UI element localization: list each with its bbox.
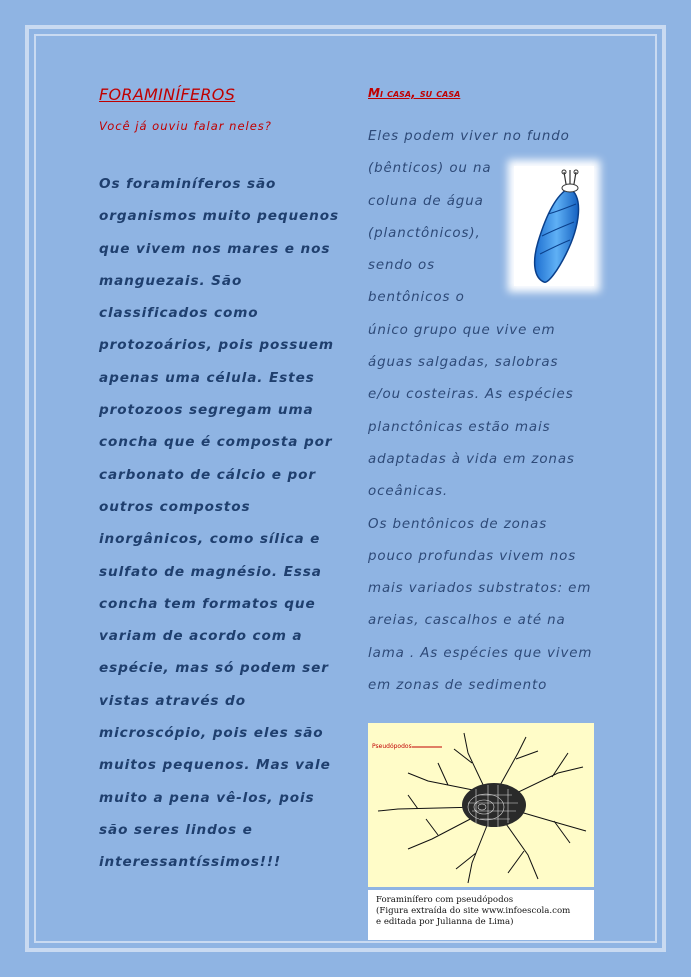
text-line: sulfato de magnésio. Essa <box>99 563 322 580</box>
text-line: espécie, mas só podem ser <box>99 660 329 677</box>
text-line: muito a pena vê-los, pois <box>99 789 315 806</box>
text-line: que vivem nos mares e nos <box>99 240 331 257</box>
article-subtitle: Você já ouviu falar neles? <box>99 119 272 133</box>
article-title: FORAMINÍFEROS <box>99 85 236 104</box>
text-line: oceânicas. <box>368 484 449 500</box>
foraminifera-pseudopods-photo <box>368 723 594 887</box>
text-line: interessantíssimos!!! <box>99 854 282 871</box>
text-line: outros compostos <box>99 498 251 515</box>
figure-caption <box>368 890 594 940</box>
text-line: inorgânicos, como sílica e <box>99 531 321 548</box>
text-line: (Figura extraída do site www.infoescola.com <box>376 906 571 916</box>
text-line: manguezais. São <box>99 272 243 289</box>
pseudopods-label: Pseudópodos <box>372 743 412 750</box>
text-line: vistas através do <box>99 692 246 709</box>
text-line: variam de acordo com a <box>99 628 303 645</box>
text-line: Eles podem viver no fundo <box>368 129 570 144</box>
section-title: Mi casa, su casa <box>368 86 461 100</box>
text-line: muitos pequenos. Mas vale <box>99 757 331 774</box>
article-body-left <box>99 168 339 879</box>
text-line: adaptadas à vida em zonas <box>368 451 575 467</box>
text-line: único grupo que vive em <box>368 322 556 338</box>
text-line: Foraminífero com pseudópodos <box>376 895 514 905</box>
text-line: sendo os <box>368 258 436 274</box>
text-line: concha que é composta por <box>99 434 333 451</box>
text-line: pouco profundas vivem nos <box>368 548 577 564</box>
text-line: Os foraminíferos são <box>99 176 277 192</box>
text-line: microscópio, pois eles são <box>99 725 324 742</box>
text-line: carbonato de cálcio e por <box>99 466 317 483</box>
text-line: águas salgadas, salobras <box>368 355 559 371</box>
text-line: são seres lindos e <box>99 821 253 838</box>
text-line: bentônicos o <box>368 290 465 306</box>
text-line: lama . As espécies que vivem <box>368 645 593 661</box>
text-line: concha tem formatos que <box>99 595 316 612</box>
text-line: e/ou costeiras. As espécies <box>368 387 574 403</box>
text-line: coluna de água <box>368 193 484 209</box>
text-line: mais variados substratos: em <box>368 581 592 597</box>
text-line: classificados como <box>99 305 259 322</box>
text-line: protozoos segregam uma <box>99 402 314 419</box>
text-line: organismos muito pequenos <box>99 208 339 225</box>
text-line: areias, cascalhos e até na <box>368 613 566 629</box>
text-line: planctônicas estão mais <box>368 419 551 435</box>
text-line: (bênticos) ou na <box>368 161 492 177</box>
text-line: em zonas de sedimento <box>368 678 548 694</box>
text-line: protozoários, pois possuem <box>99 337 334 354</box>
text-line: e editada por Julianna de Lima) <box>376 917 514 927</box>
text-line: Os bentônicos de zonas <box>368 516 548 532</box>
text-line: apenas uma célula. Estes <box>99 369 315 386</box>
text-line: (planctônicos), <box>368 225 481 241</box>
foraminifera-shell-illustration <box>514 166 594 286</box>
